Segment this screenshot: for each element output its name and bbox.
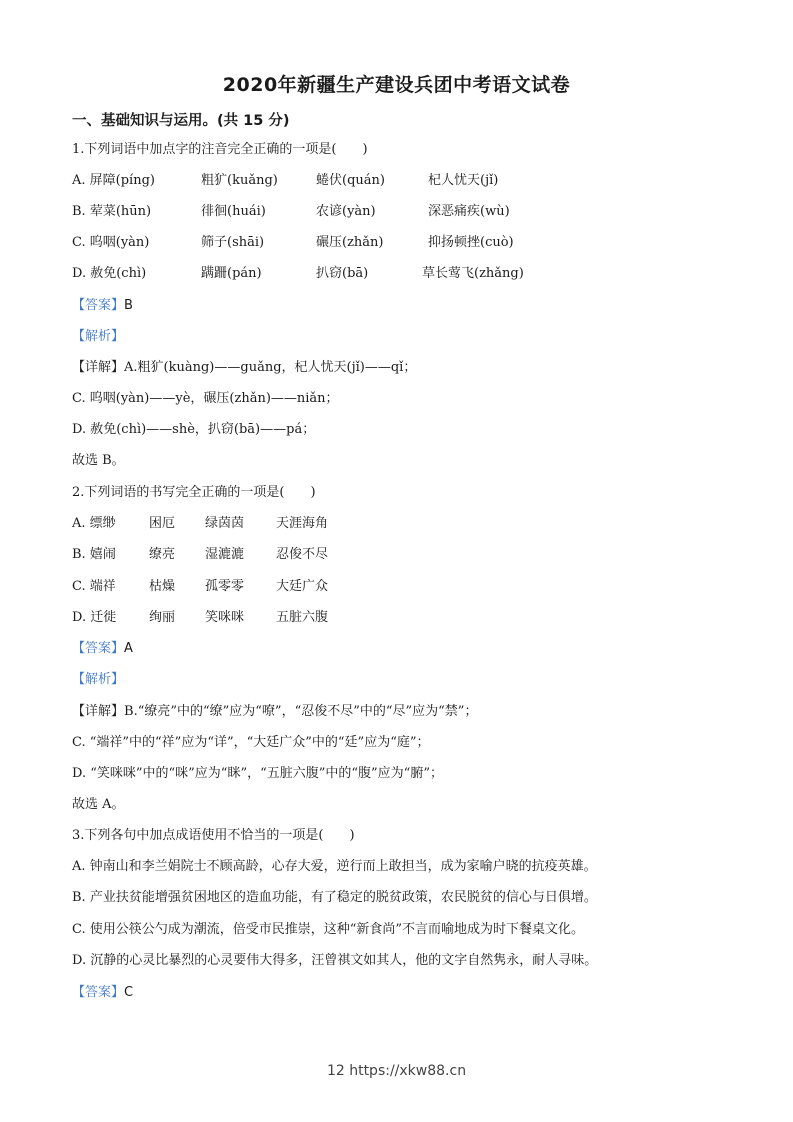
q3-option-b: B. 产业扶贫能增强贫困地区的造血功能，有了稳定的脱贫政策，农民脱贫的信心与日俱增。	[72, 890, 597, 905]
q2-c-item-3: 孤零零	[205, 579, 245, 594]
answer-value: B	[124, 298, 133, 313]
q3-option-d: D. 沉静的心灵比暴烈的心灵要伟大得多，汪曾祺文如其人，他的文字自然隽永，耐人寻味。	[72, 953, 598, 968]
q3-answer	[72, 984, 133, 1002]
answer-label: 【答案】	[72, 298, 125, 313]
q1-c-item-4: 抑扬顿挫(cuò)	[428, 235, 514, 250]
page-footer: 12 https://xkw88.cn	[326, 1063, 467, 1079]
q1-detail-2: C. 呜咽(yàn)——yè，碾压(zhǎn)——niǎn；	[72, 391, 339, 406]
answer-value: A	[124, 641, 133, 656]
section-heading: 一、基础知识与运用。(共 15 分)	[72, 113, 290, 129]
q2-a-item-1: A. 缥缈	[72, 516, 116, 531]
q2-detail-1	[72, 703, 477, 721]
answer-label: 【答案】	[72, 641, 125, 656]
question-3-stem: 3.下列各句中加点成语使用不恰当的一项是( )	[72, 828, 355, 843]
q1-a-item-2: 粗犷(kuǎng)	[201, 173, 278, 188]
q1-c-item-2: 筛子(shāi)	[201, 235, 265, 250]
q1-a-item-4: 杞人忧天(jǐ)	[428, 173, 499, 188]
question-2-stem: 2.下列词语的书写完全正确的一项是( )	[72, 485, 316, 500]
q1-a-item-1: A. 屏障(píng)	[72, 173, 155, 188]
q2-a-item-3: 绿茵茵	[205, 516, 245, 531]
q1-a-item-3: 蜷伏(quán)	[316, 173, 385, 188]
q1-c-item-1: C. 呜咽(yàn)	[72, 235, 150, 250]
q1-d-item-4: 草长莺飞(zhǎng)	[422, 266, 524, 281]
q1-c-item-3: 碾压(zhǎn)	[316, 235, 384, 250]
q2-d-item-2: 绚丽	[149, 610, 176, 625]
q2-d-item-4: 五脏六腹	[276, 610, 329, 625]
q2-d-item-3: 笑咪咪	[205, 610, 245, 625]
q2-c-item-2: 枯燥	[149, 579, 176, 594]
analysis-label: 【解析】	[72, 329, 125, 344]
q2-detail-2: C. “端祥”中的“祥”应为“详”，“大廷广众”中的“廷”应为“庭”；	[72, 735, 430, 750]
detail-label: 【详解】	[72, 360, 125, 375]
q1-d-item-2: 蹒跚(pán)	[201, 266, 262, 281]
q1-d-item-3: 扒窃(bā)	[316, 266, 369, 281]
q3-option-a: A. 钟南山和李兰娟院士不顾高龄，心存大爱，逆行而上敢担当，成为家喻户晓的抗疫英雄。	[72, 859, 597, 874]
q1-detail-1	[72, 359, 416, 377]
q1-analysis	[72, 328, 124, 346]
detail-text: B.“缭亮”中的“缭”应为“嘹”，“忍俊不尽”中的“尽”应为“禁”；	[124, 704, 478, 719]
q1-detail-3: D. 赦免(chì)——shè，扒窃(bā)——pá；	[72, 422, 316, 437]
q1-b-item-4: 深恶痛疾(wù)	[428, 204, 510, 219]
q1-b-item-3: 农谚(yàn)	[316, 204, 376, 219]
q1-d-item-1: D. 赦免(chì)	[72, 266, 147, 281]
q2-c-item-4: 大廷广众	[276, 579, 329, 594]
detail-text: A.粗犷(kuàng)——guǎng，杞人忧天(jǐ)——qǐ；	[124, 360, 417, 375]
answer-label: 【答案】	[72, 985, 125, 1000]
q2-detail-4: 故选 A。	[72, 797, 125, 812]
q2-b-item-2: 缭亮	[149, 547, 176, 562]
q1-detail-4: 故选 B。	[72, 453, 125, 468]
analysis-label: 【解析】	[72, 672, 125, 687]
q1-b-item-2: 徘徊(huái)	[201, 204, 266, 219]
q2-analysis	[72, 671, 124, 689]
page-title: 2020年新疆生产建设兵团中考语文试卷	[222, 74, 571, 96]
q2-detail-3: D. “笑咪咪”中的“咪”应为“眯”，“五脏六腹”中的“腹”应为“腑”；	[72, 766, 443, 781]
q2-a-item-4: 天涯海角	[276, 516, 329, 531]
q2-c-item-1: C. 端祥	[72, 579, 116, 594]
q2-answer	[72, 640, 133, 658]
q1-b-item-1: B. 荤菜(hūn)	[72, 204, 152, 219]
detail-label: 【详解】	[72, 704, 125, 719]
q2-d-item-1: D. 迁徙	[72, 610, 117, 625]
q3-option-c: C. 使用公筷公勺成为潮流，倍受市民推崇，这种“新食尚”不言而喻地成为时下餐桌文化。	[72, 922, 585, 937]
answer-value: C	[124, 985, 134, 1000]
q2-b-item-1: B. 嬉闹	[72, 547, 116, 562]
question-1-stem: 1.下列词语中加点字的注音完全正确的一项是( )	[72, 142, 368, 157]
q2-b-item-3: 湿漉漉	[205, 547, 245, 562]
q1-answer	[72, 297, 133, 315]
q2-b-item-4: 忍俊不尽	[276, 547, 329, 562]
q2-a-item-2: 困厄	[149, 516, 176, 531]
